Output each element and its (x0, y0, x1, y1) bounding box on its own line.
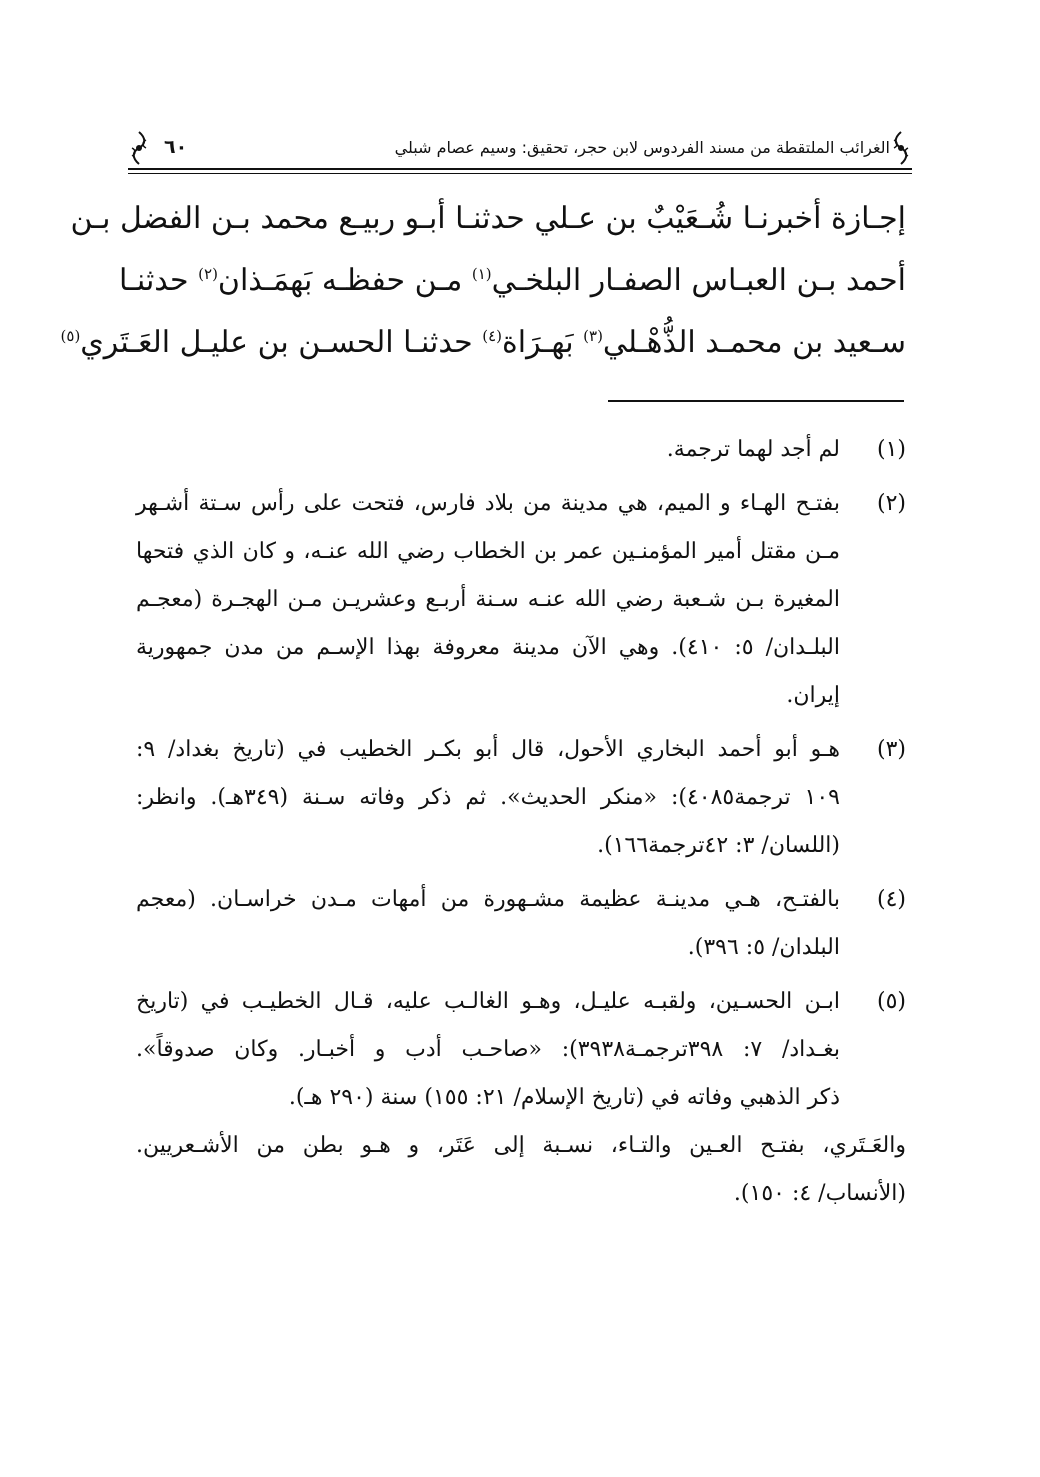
footnote-number: (١) (876, 437, 906, 462)
footnote-line: ابـن الحسـين، ولقبـه عليـل، وهـو الغالـب عليه، قـال الخطيـب في (تاريخ (136, 989, 840, 1014)
footnotes (136, 426, 906, 1224)
footnote-line: لم أجد لهما ترجمة. (666, 437, 840, 462)
main-line-text: أحمد بـن العبـاس الصفـار البلخـي (491, 263, 906, 298)
footnote-4 (136, 876, 906, 972)
header-text-row (150, 132, 890, 162)
ornament-right-icon (890, 130, 912, 166)
footnote-line: البلدان/ ٥: ٣٩٦). (687, 935, 840, 960)
footnote-line: والعَـتَري، بفتـح العـين والتـاء، نسـبة إلى عَتَر، و هـو بطن من الأشـعريين. (136, 1133, 906, 1158)
footnote-line: المغيرة بـن شـعبة رضي الله عنـه سـنة أربـع وعشريـن مـن الهجـرة (معجـم (136, 587, 840, 612)
running-title: الغرائب الملتقطة من مسند الفردوس لابن حجر، تحقيق: وسيم عصام شبلي (394, 137, 890, 157)
footnote-line: مـن مقتل أمير المؤمنـين عمر بن الخطاب رضي الله عنـه، و كان الذي فتحها (136, 539, 840, 564)
footnote-ref[interactable]: (١) (471, 265, 492, 283)
footnote-number: (٢) (876, 491, 906, 516)
footnote-line: هـو أبو أحمد البخاري الأحول، قال أبو بكـر الخطيب في (تاريخ بغداد/ ٩: (136, 737, 840, 762)
footnote-ref[interactable]: (٥) (60, 327, 81, 345)
main-line-text: إجـازة أخبرنـا شُـعَيْبٌ بن عـلي حدثنـا أبـو ربيـع محمد بـن الفضل بـن (70, 201, 906, 236)
footnote-separator (608, 400, 904, 402)
footnote-line: إيران. (786, 683, 840, 708)
footnote-number: (٣) (876, 737, 906, 762)
footnote-5 (136, 978, 906, 1218)
footnote-2 (136, 480, 906, 720)
footnote-number: (٥) (876, 989, 906, 1014)
main-line-text: حدثنـا الحسـن بن عليـل العَـتَري (80, 325, 483, 360)
main-text (60, 188, 906, 374)
footnote-line: (الأنساب/ ٤: ١٥٠). (733, 1181, 906, 1206)
footnote-ref[interactable]: (٢) (198, 265, 218, 283)
footnote-line: بفتـح الهـاء و الميم، هي مدينة من بلاد فارس، فتحت على رأس سـتة أشـهر (136, 491, 840, 516)
main-line-text: سـعيد بن محمـد الذُّهْـلي (602, 325, 906, 360)
footnote-line: بالفتـح، هـي مدينـة عظيمة مشـهورة من أمهات مـدن خراسـان. (معجم (136, 887, 841, 912)
main-line-text: مـن حفظـه بَهمَـذان (217, 263, 472, 298)
footnote-line: ١٠٩ ترجمة٤٠٨٥): «منكر الحديث». ثم ذكر وفاته سـنة (٣٤٩هـ). وانظر: (136, 785, 840, 810)
footnote-line: البلـدان/ ٥: ٤١٠). وهي الآن مدينة معروفة بهذا الإسـم من مدن جمهورية (136, 635, 840, 660)
main-line-1 (70, 188, 906, 250)
footnote-line: (اللسان/ ٣: ٤٢ترجمة١٦٦). (597, 833, 840, 858)
main-line-text: حدثنـا (118, 263, 199, 298)
footnote-number: (٤) (876, 887, 906, 912)
footnote-ref[interactable]: (٣) (583, 327, 603, 345)
running-header (128, 128, 912, 178)
footnote-ref[interactable]: (٤) (482, 327, 503, 345)
page-number: ٦٠ (164, 136, 188, 158)
main-line-3 (60, 312, 906, 374)
footnote-1 (136, 426, 906, 474)
ornament-left-icon (128, 130, 150, 166)
main-line-2 (118, 250, 906, 312)
footnote-3 (136, 726, 906, 870)
footnote-line: بغـداد/ ٧: ٣٩٨ترجمـة٣٩٣٨): «صاحـب أدب و أخبـار. وكان صدوقاً». (136, 1037, 840, 1062)
header-rule (128, 168, 912, 170)
header-rule-thin (128, 173, 912, 174)
main-line-text: بَهـرَاة (502, 325, 584, 360)
footnote-line: ذكر الذهبي وفاته في (تاريخ الإسلام/ ٢١: ١٥٥) سنة (٢٩٠ هـ). (288, 1085, 840, 1110)
